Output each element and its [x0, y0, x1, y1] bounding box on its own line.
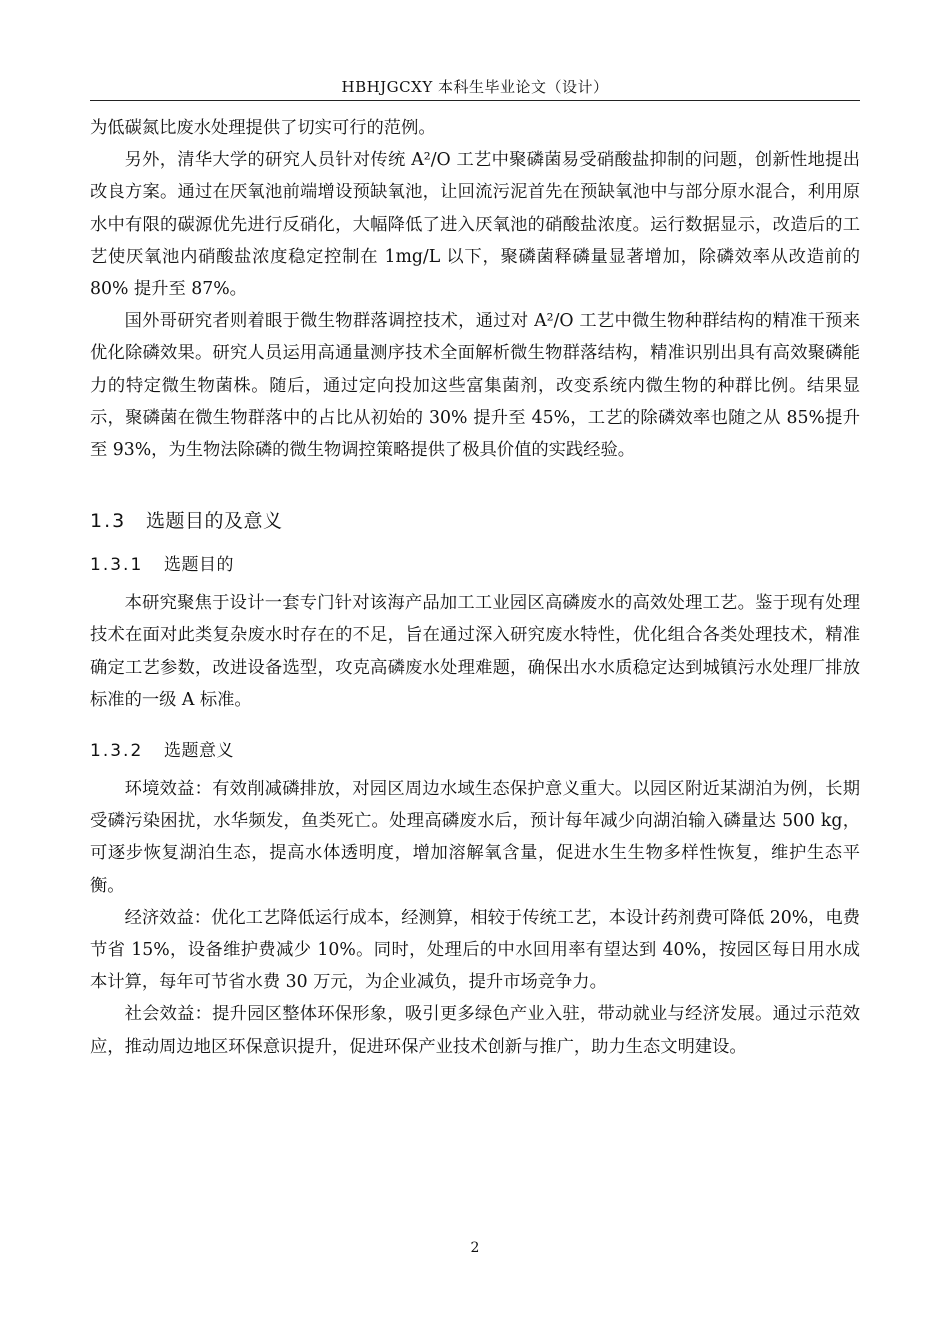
- page-header: HBHJGCXY 本科生毕业论文（设计）: [341, 78, 609, 96]
- subsection-title: 选题意义: [164, 741, 234, 762]
- subsection-number: 1.3.1: [90, 555, 144, 576]
- paragraph-economic-benefit: 经济效益：优化工艺降低运行成本，经测算，相较于传统工艺，本设计药剂费可降低 20%，电费节省 15%，设备维护费减少 10%。同时，处理后的中水回用率有望达到 40%，按园区每日用水成本计算，每年可节省水费 30 万元，为企业减负，提升市场竞争力。: [90, 907, 860, 993]
- section-heading-1-3: [90, 506, 860, 533]
- subsection-heading-1-3-1: [90, 550, 860, 575]
- page-number: 2: [470, 1240, 480, 1256]
- subsection-heading-1-3-2: [90, 736, 860, 761]
- header-rule: [90, 100, 860, 101]
- paragraph-purpose: 本研究聚焦于设计一套专门针对该海产品加工工业园区高磷废水的高效处理工艺。鉴于现有处理技术在面对此类复杂废水时存在的不足，旨在通过深入研究废水特性，优化组合各类处理技术，精准确定工艺参数，改进设备选型，攻克高磷废水处理难题，确保出水水质稳定达到城镇污水处理厂排放标准的一级 A 标准。: [90, 593, 860, 710]
- section-title: 选题目的及意义: [146, 510, 283, 533]
- section-number: 1.3: [90, 510, 127, 533]
- subsection-number: 1.3.2: [90, 741, 144, 762]
- paragraph-social-benefit: 社会效益：提升园区整体环保形象，吸引更多绿色产业入驻，带动就业与经济发展。通过示范效应，推动周边地区环保意识提升，促进环保产业技术创新与推广，助力生态文明建设。: [90, 1004, 860, 1057]
- paragraph-continuation: 为低碳氮比废水处理提供了切实可行的范例。: [90, 118, 436, 138]
- page-content: [90, 112, 860, 1063]
- paragraph-environmental-benefit: 环境效益：有效削减磷排放，对园区周边水域生态保护意义重大。以园区附近某湖泊为例，长期受磷污染困扰，水华频发，鱼类死亡。处理高磷废水后，预计每年减少向湖泊输入磷量达 500 kg，可逐步恢复湖泊生态，提高水体透明度，增加溶解氧含量，促进水生生物多样性恢复，维护生态平衡。: [90, 779, 860, 896]
- paragraph-tsinghua: 另外，清华大学的研究人员针对传统 A²/O 工艺中聚磷菌易受硝酸盐抑制的问题，创新性地提出改良方案。通过在厌氧池前端增设预缺氧池，让回流污泥首先在预缺氧池中与部分原水混合，利用原水中有限的碳源优先进行反硝化，大幅降低了进入厌氧池的硝酸盐浓度。运行数据显示，改造后的工艺使厌氧池内硝酸盐浓度稳定控制在 1mg/L 以下，聚磷菌释磷量显著增加，除磷效率从改造前的 80% 提升至 87%。: [90, 150, 860, 300]
- paragraph-foreign-research: 国外哥研究者则着眼于微生物群落调控技术，通过对 A²/O 工艺中微生物种群结构的精准干预来优化除磷效果。研究人员运用高通量测序技术全面解析微生物群落结构，精准识别出具有高效聚磷能力的特定微生物菌株。随后，通过定向投加这些富集菌剂，改变系统内微生物的种群比例。结果显示，聚磷菌在微生物群落中的占比从初始的 30% 提升至 45%，工艺的除磷效率也随之从 85%提升至 93%，为生物法除磷的微生物调控策略提供了极具价值的实践经验。: [90, 311, 860, 461]
- subsection-title: 选题目的: [164, 555, 234, 576]
